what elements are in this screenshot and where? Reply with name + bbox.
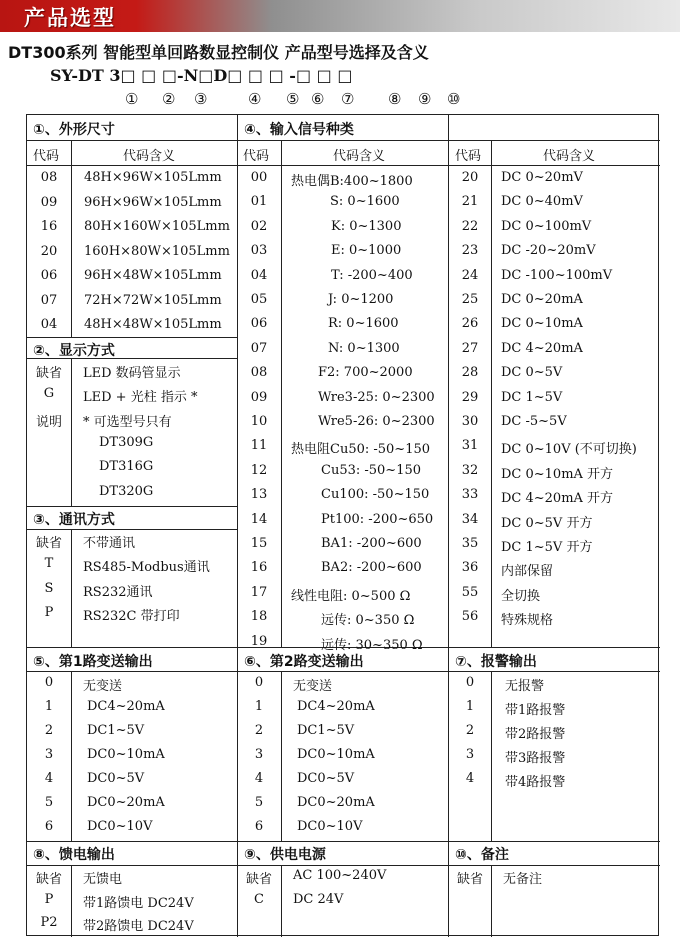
size-meaning: 48H×96W×105Lmm: [84, 170, 222, 185]
display-meaning: DT309G: [99, 434, 154, 450]
input-code: 27: [461, 340, 479, 356]
output1-code: 6: [44, 819, 54, 834]
input-meaning: 全切换: [501, 588, 541, 604]
size-meaning: 96H×48W×105Lmm: [84, 268, 222, 283]
input-code: 12: [250, 462, 268, 478]
input-meaning: DC 0~5V 开方: [501, 515, 593, 531]
input-meaning: E: 0~1000: [331, 243, 402, 259]
power-meaning: DC 24V: [293, 891, 344, 907]
input-code: 56: [461, 609, 479, 625]
display-meaning: DT316G: [99, 459, 154, 475]
size-code: 07: [40, 292, 58, 308]
alarm-meaning: 无报警: [505, 679, 545, 694]
header-rule: [27, 140, 660, 141]
feed-code: P2: [40, 915, 58, 930]
section-title: ④、输入信号种类: [244, 122, 354, 138]
input-code: 32: [461, 462, 479, 478]
input-meaning: DC 0~10V (不可切换): [501, 442, 637, 458]
input-meaning: F2: 700~2000: [318, 365, 413, 381]
input-meaning: 线性电阻: 0~500 Ω: [291, 588, 411, 604]
input-code: 09: [250, 389, 268, 405]
column-divider: [71, 140, 72, 337]
input-meaning: DC 0~10mA: [501, 316, 583, 332]
output2-code: 6: [254, 819, 264, 834]
output2-meaning: 无变送: [293, 679, 333, 694]
input-meaning: R: 0~1600: [328, 316, 399, 332]
input-code: 02: [250, 218, 268, 234]
output2-code: 0: [254, 675, 264, 690]
size-code: 20: [40, 243, 58, 259]
display-meaning: DT320G: [99, 483, 154, 499]
input-code: 11: [250, 438, 268, 454]
column-divider: [281, 140, 282, 647]
size-meaning: 48H×48W×105Lmm: [84, 317, 222, 332]
size-code: 06: [40, 268, 58, 283]
input-code: 01: [250, 194, 268, 210]
output2-code: 5: [254, 795, 264, 810]
position-mark: ⑤: [286, 90, 300, 108]
model-selection-table: [26, 114, 659, 936]
input-code: 36: [461, 560, 479, 576]
alarm-code: 4: [465, 771, 475, 786]
input-meaning: 远传: 30~350 Ω: [321, 637, 423, 653]
column-divider: [491, 671, 492, 841]
comm-meaning: 不带通讯: [83, 536, 136, 551]
output1-meaning: DC0~20mA: [87, 795, 165, 810]
input-code: 05: [250, 292, 268, 307]
input-code: 03: [250, 243, 268, 259]
input-code: 15: [250, 536, 268, 551]
position-mark: ②: [162, 90, 176, 108]
input-meaning: DC 0~5V: [501, 365, 563, 381]
input-meaning: BA1: -200~600: [321, 536, 422, 551]
position-mark: ⑥: [311, 90, 325, 108]
column-divider: [281, 865, 282, 937]
output1-meaning: DC0~5V: [87, 771, 145, 786]
column-divider: [448, 115, 449, 937]
position-mark: ④: [248, 90, 262, 108]
input-meaning: DC 4~20mA: [501, 340, 583, 356]
input-meaning: DC 0~40mV: [501, 194, 583, 210]
section-banner: [0, 0, 680, 32]
column-header: 代码含义: [543, 149, 596, 164]
input-meaning: 内部保留: [501, 564, 554, 580]
size-code: 04: [40, 317, 58, 332]
input-code: 26: [461, 316, 479, 332]
output2-meaning: DC0~10V: [297, 819, 363, 834]
position-mark: ⑦: [341, 90, 355, 108]
comm-meaning: RS232通讯: [83, 584, 153, 600]
size-meaning: 80H×160W×105Lmm: [84, 219, 230, 234]
section-rule: [27, 671, 660, 672]
output1-code: 2: [44, 723, 54, 738]
input-code: 14: [250, 511, 268, 527]
column-divider: [71, 358, 72, 506]
input-code: 19: [250, 633, 268, 649]
display-meaning: LED 数码管显示: [83, 366, 181, 381]
input-code: 30: [461, 414, 479, 429]
column-header: 代码含义: [333, 149, 386, 164]
input-code: 08: [250, 365, 268, 381]
comm-meaning: RS232C 带打印: [83, 608, 180, 624]
input-meaning: K: 0~1300: [331, 218, 402, 234]
input-code: 20: [461, 170, 479, 185]
input-meaning: DC -20~20mV: [501, 243, 596, 259]
input-code: 28: [461, 365, 479, 381]
power-meaning: AC 100~240V: [293, 868, 387, 883]
output1-code: 4: [44, 771, 54, 786]
column-divider: [491, 140, 492, 647]
column-header: 代码: [33, 149, 60, 164]
section-rule: [27, 841, 660, 842]
section-title: ⑥、第2路变送输出: [244, 654, 364, 670]
alarm-meaning: 带1路报警: [505, 703, 566, 718]
input-meaning: Cu100: -50~150: [321, 487, 430, 503]
input-meaning: Pt100: -200~650: [321, 511, 434, 527]
input-code: 21: [461, 194, 479, 210]
input-meaning: DC 1~5V 开方: [501, 540, 593, 555]
output1-code: 5: [44, 795, 54, 810]
display-code: 说明: [35, 414, 62, 430]
input-meaning: 远传: 0~350 Ω: [321, 613, 415, 629]
section-title: ①、外形尺寸: [33, 122, 115, 138]
section-title: ③、通讯方式: [33, 512, 115, 528]
column-header: 代码: [243, 149, 270, 164]
output2-code: 4: [254, 771, 264, 786]
alarm-meaning: 带3路报警: [505, 751, 566, 766]
comm-code: S: [44, 580, 54, 596]
output1-code: 0: [44, 675, 54, 690]
input-meaning: 热电阻Cu50: -50~150: [291, 442, 431, 458]
feed-code: P: [44, 891, 54, 907]
output2-code: 2: [254, 723, 264, 738]
input-code: 55: [461, 584, 479, 600]
input-meaning: DC 1~5V: [501, 389, 563, 405]
output2-meaning: DC0~10mA: [297, 747, 375, 762]
alarm-code: 3: [465, 747, 475, 762]
model-code-template: SY-DT 3□ □ □-N□D□ □ □ -□ □ □: [50, 66, 353, 85]
size-meaning: 72H×72W×105Lmm: [84, 292, 222, 308]
input-meaning: Wre3-25: 0~2300: [318, 389, 435, 405]
header-rule: [27, 165, 660, 166]
comm-code: P: [44, 604, 54, 620]
input-meaning: DC 0~10mA 开方: [501, 466, 614, 482]
feed-meaning: 带1路馈电 DC24V: [83, 895, 194, 911]
column-divider: [281, 671, 282, 841]
comm-meaning: RS485-Modbus通讯: [83, 560, 210, 576]
input-meaning: T: -200~400: [331, 267, 413, 283]
banner-title: 产品选型: [24, 6, 116, 30]
section-title: ⑧、馈电输出: [33, 847, 115, 863]
section-rule: [27, 529, 237, 530]
output1-code: 3: [44, 747, 54, 762]
output2-code: 3: [254, 747, 264, 762]
input-code: 24: [461, 267, 479, 283]
input-meaning: DC -100~100mV: [501, 267, 613, 283]
input-code: 35: [461, 536, 479, 551]
input-meaning: DC 0~100mV: [501, 218, 592, 234]
column-divider: [237, 115, 238, 937]
feed-meaning: 无馈电: [83, 872, 123, 887]
input-meaning: 特殊规格: [501, 613, 554, 629]
input-meaning: DC 0~20mA: [501, 292, 583, 307]
section-rule: [27, 865, 660, 866]
input-code: 00: [250, 170, 268, 185]
input-code: 07: [250, 340, 268, 356]
output2-meaning: DC1~5V: [297, 723, 355, 738]
output2-meaning: DC0~5V: [297, 771, 355, 786]
alarm-meaning: 带2路报警: [505, 727, 566, 742]
size-code: 16: [40, 219, 58, 234]
output1-meaning: DC0~10mA: [87, 747, 165, 762]
input-meaning: BA2: -200~600: [321, 560, 422, 576]
input-meaning: DC 4~20mA 开方: [501, 491, 614, 507]
column-divider: [71, 865, 72, 937]
display-meaning: LED + 光柱 指示 *: [83, 390, 198, 406]
input-code: 16: [250, 560, 268, 576]
feed-meaning: 带2路馈电 DC24V: [83, 919, 194, 934]
column-divider: [71, 671, 72, 841]
alarm-code: 0: [465, 675, 475, 690]
size-meaning: 96H×96W×105Lmm: [84, 194, 222, 210]
input-code: 10: [250, 414, 268, 429]
section-title: ⑩、备注: [455, 847, 509, 863]
alarm-code: 1: [465, 699, 475, 714]
size-code: 09: [40, 194, 58, 210]
output1-meaning: DC1~5V: [87, 723, 145, 738]
input-code: 23: [461, 243, 479, 259]
section-title: ②、显示方式: [33, 343, 115, 359]
column-header: 代码: [455, 149, 482, 164]
output1-code: 1: [44, 699, 54, 714]
power-code: C: [254, 891, 264, 907]
column-header: 代码含义: [123, 149, 176, 164]
comm-code: T: [44, 556, 54, 572]
position-mark: ③: [194, 90, 208, 108]
position-mark: ⑨: [418, 90, 432, 108]
alarm-meaning: 带4路报警: [505, 775, 566, 790]
output1-meaning: 无变送: [83, 679, 123, 694]
section-title: ⑦、报警输出: [455, 654, 537, 670]
alarm-code: 2: [465, 723, 475, 738]
page-heading: DT300系列 智能型单回路数显控制仪 产品型号选择及含义: [8, 43, 429, 62]
note-meaning: 无备注: [503, 872, 543, 887]
input-code: 33: [461, 487, 479, 503]
section-title: ⑨、供电电源: [244, 847, 326, 863]
power-code: 缺省: [245, 872, 272, 887]
note-code: 缺省: [456, 872, 483, 887]
display-code: 缺省: [35, 366, 62, 381]
column-divider: [491, 865, 492, 937]
position-mark: ①: [125, 90, 139, 108]
input-code: 29: [461, 389, 479, 405]
section-title: ⑤、第1路变送输出: [33, 654, 153, 670]
input-code: 25: [461, 292, 479, 307]
section-rule: [27, 337, 237, 338]
input-meaning: S: 0~1600: [330, 194, 400, 210]
output2-code: 1: [254, 699, 264, 714]
input-code: 34: [461, 511, 479, 527]
input-code: 22: [461, 218, 479, 234]
output1-meaning: DC0~10V: [87, 819, 153, 834]
column-divider: [71, 529, 72, 647]
input-meaning: Wre5-26: 0~2300: [318, 414, 435, 429]
input-code: 18: [250, 609, 268, 625]
input-meaning: DC -5~5V: [501, 414, 567, 429]
display-meaning: * 可选型号只有: [83, 414, 172, 430]
input-code: 31: [461, 438, 479, 454]
position-mark: ⑧: [388, 90, 402, 108]
display-code: G: [43, 386, 55, 402]
output2-meaning: DC4~20mA: [297, 699, 375, 714]
size-meaning: 160H×80W×105Lmm: [84, 243, 230, 259]
input-meaning: J: 0~1200: [328, 292, 394, 307]
input-code: 04: [250, 267, 268, 283]
input-meaning: Cu53: -50~150: [321, 462, 422, 478]
input-code: 06: [250, 316, 268, 332]
position-mark: ⑩: [447, 90, 461, 108]
comm-code: 缺省: [35, 536, 62, 551]
output1-meaning: DC4~20mA: [87, 699, 165, 714]
input-meaning: 热电偶B:400~1800: [291, 174, 413, 189]
input-meaning: DC 0~20mV: [501, 170, 583, 185]
size-code: 08: [40, 170, 58, 185]
section-rule: [27, 506, 237, 507]
feed-code: 缺省: [35, 872, 62, 887]
input-code: 13: [250, 487, 268, 503]
input-meaning: N: 0~1300: [328, 340, 400, 356]
output2-meaning: DC0~20mA: [297, 795, 375, 810]
input-code: 17: [250, 584, 268, 600]
